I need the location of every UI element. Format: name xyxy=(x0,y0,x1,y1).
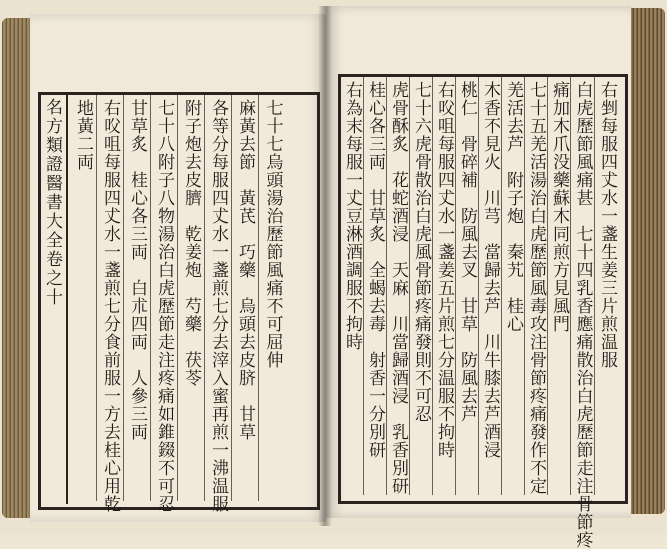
right-column-5: 右㕮咀每服四𠀋水一盞姜五片煎七分温服不拘時 xyxy=(433,77,456,495)
left-column-3: 甘草炙 桂心各三両 白朮四両 人參三両 xyxy=(124,95,151,501)
left-column-8: 七十七烏頭湯治歷節風痛不可屈伸 xyxy=(262,99,283,369)
right-column-8: 羌活去芦 附子炮 秦艽 桂心 xyxy=(502,77,525,495)
left-column-1: 地黃二両 xyxy=(70,95,97,501)
left-column-7: 麻黃去節 黃芪 巧藥 烏頭去皮脐 甘草 xyxy=(232,95,259,501)
left-text-block xyxy=(70,95,311,513)
book-title: 名方類證醫書大全卷之十 xyxy=(42,98,62,307)
book-spine-shadow xyxy=(318,6,332,526)
right-column-4: 七十六虎骨散治白虎風骨節疼痛發則不可忍 xyxy=(410,77,433,495)
left-column-4: 七十八附子八物湯治白虎歷節走注疼痛如錐錣不可忍 xyxy=(151,95,178,501)
right-column-10: 痛加木爪没藥蘇木同煎方見風門 xyxy=(548,77,571,495)
right-text-block xyxy=(341,77,619,549)
left-page xyxy=(30,14,326,522)
right-column-2: 桂心各三両 甘草炙 全蝎去毒 射香一分別研 xyxy=(364,77,387,495)
left-page-stack xyxy=(2,18,32,518)
book-title-column xyxy=(38,92,68,504)
left-column-5: 附子炮去皮臍 乾姜炮 芍藥 茯苓 xyxy=(178,95,205,501)
right-column-9: 七十五羌活湯治白虎歷節風毒攻注骨節疼痛發作不定 xyxy=(525,77,548,495)
right-column-11: 白虎歷節風痛甚 七十四乳香應痛散治白虎歷節走注骨節疼 xyxy=(571,77,595,495)
right-column-1: 右為末每服一𠀋豆淋酒調服不拘時 xyxy=(341,77,364,495)
right-page-stack xyxy=(629,8,665,514)
right-page xyxy=(326,6,631,549)
left-column-2: 右㕮咀每服四𠀋水一盞煎七分食前服一方去桂心用乾 xyxy=(97,95,124,501)
right-column-12: 右剉每服四𠀋水一盞生姜三片煎温服 xyxy=(597,81,617,369)
right-column-7: 木香不見火 川芎 當歸去芦 川牛膝去芦酒浸 xyxy=(479,77,502,495)
left-column-6: 各等分每服四𠀋水一盞煎七分去滓入蜜再煎一沸温服 xyxy=(205,95,232,501)
right-column-3: 虎骨酥炙 花蛇酒浸 天麻 川當歸酒浸 乳香別研 xyxy=(387,77,410,495)
right-column-6: 桃仁 骨碎補 防風去叉 甘草 防風去芦 xyxy=(456,77,479,495)
